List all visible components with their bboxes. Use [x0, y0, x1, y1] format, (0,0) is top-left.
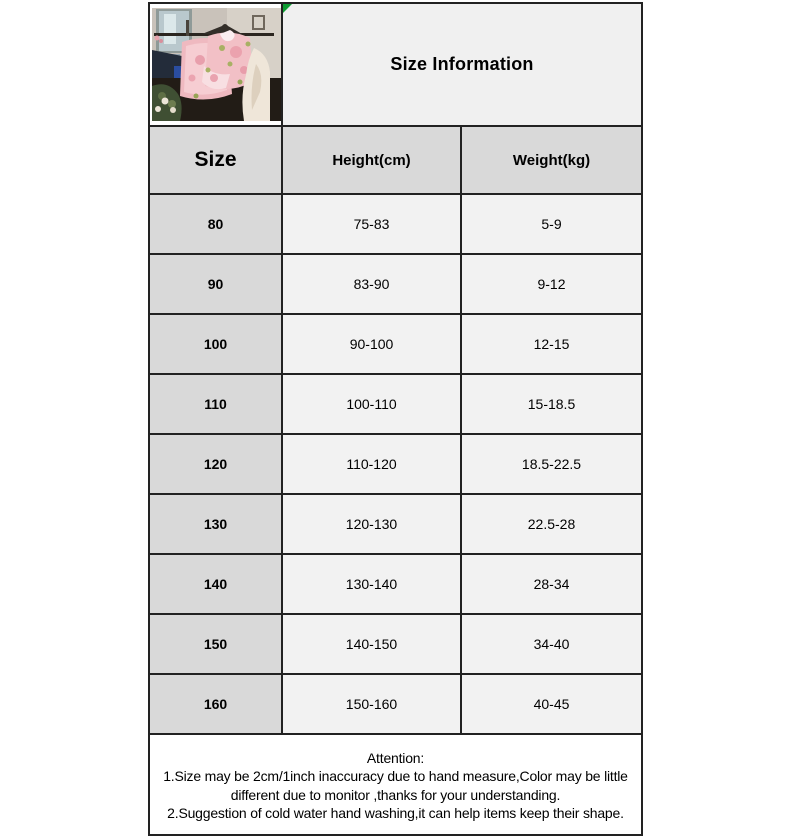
- table-row: [149, 194, 642, 254]
- size-chart-sheet: [148, 2, 641, 836]
- attention-line-1: 1.Size may be 2cm/1inch inaccuracy due to hand measure,Color may be little different due to monitor ,thanks for your understanding.: [163, 768, 628, 803]
- cell-weight: 18.5-22.5: [461, 434, 642, 494]
- table-row: [149, 614, 642, 674]
- attention-row: [149, 734, 642, 835]
- cell-height: 150-160: [282, 674, 461, 734]
- cell-size: 110: [149, 374, 282, 434]
- cell-size: 90: [149, 254, 282, 314]
- column-header-weight: Weight(kg): [461, 126, 642, 194]
- cell-size: 130: [149, 494, 282, 554]
- cell-height: 90-100: [282, 314, 461, 374]
- column-header-size: Size: [149, 126, 282, 194]
- table-row: [149, 314, 642, 374]
- table-row: [149, 494, 642, 554]
- cell-weight: 5-9: [461, 194, 642, 254]
- cell-size: 150: [149, 614, 282, 674]
- product-photo: [152, 8, 281, 121]
- cell-size: 80: [149, 194, 282, 254]
- top-row: [149, 3, 642, 126]
- cell-weight: 22.5-28: [461, 494, 642, 554]
- cell-weight: 15-18.5: [461, 374, 642, 434]
- size-chart-table: [148, 2, 643, 836]
- cell-height: 100-110: [282, 374, 461, 434]
- corner-marker-icon: [283, 4, 292, 13]
- table-header-row: [149, 126, 642, 194]
- cell-size: 100: [149, 314, 282, 374]
- size-rows: [149, 194, 642, 734]
- cell-weight: 12-15: [461, 314, 642, 374]
- cell-height: 83-90: [282, 254, 461, 314]
- cell-weight: 28-34: [461, 554, 642, 614]
- cell-weight: 34-40: [461, 614, 642, 674]
- table-row: [149, 374, 642, 434]
- attention-title: Attention:: [366, 750, 425, 767]
- cell-size: 120: [149, 434, 282, 494]
- table-row: [149, 554, 642, 614]
- product-photo-cell: [149, 3, 282, 126]
- cell-height: 140-150: [282, 614, 461, 674]
- table-row: [149, 434, 642, 494]
- cell-height: 75-83: [282, 194, 461, 254]
- cell-size: 140: [149, 554, 282, 614]
- table-row: [149, 254, 642, 314]
- cell-height: 130-140: [282, 554, 461, 614]
- cell-weight: 9-12: [461, 254, 642, 314]
- table-row: [149, 674, 642, 734]
- attention-line-2: 2.Suggestion of cold water hand washing,it can help items keep their shape.: [167, 804, 624, 821]
- cell-height: 110-120: [282, 434, 461, 494]
- size-information-banner: [282, 3, 642, 126]
- attention-note: [149, 734, 642, 835]
- banner-title: Size Information: [390, 54, 534, 74]
- cell-size: 160: [149, 674, 282, 734]
- cell-weight: 40-45: [461, 674, 642, 734]
- cell-height: 120-130: [282, 494, 461, 554]
- column-header-height: Height(cm): [282, 126, 461, 194]
